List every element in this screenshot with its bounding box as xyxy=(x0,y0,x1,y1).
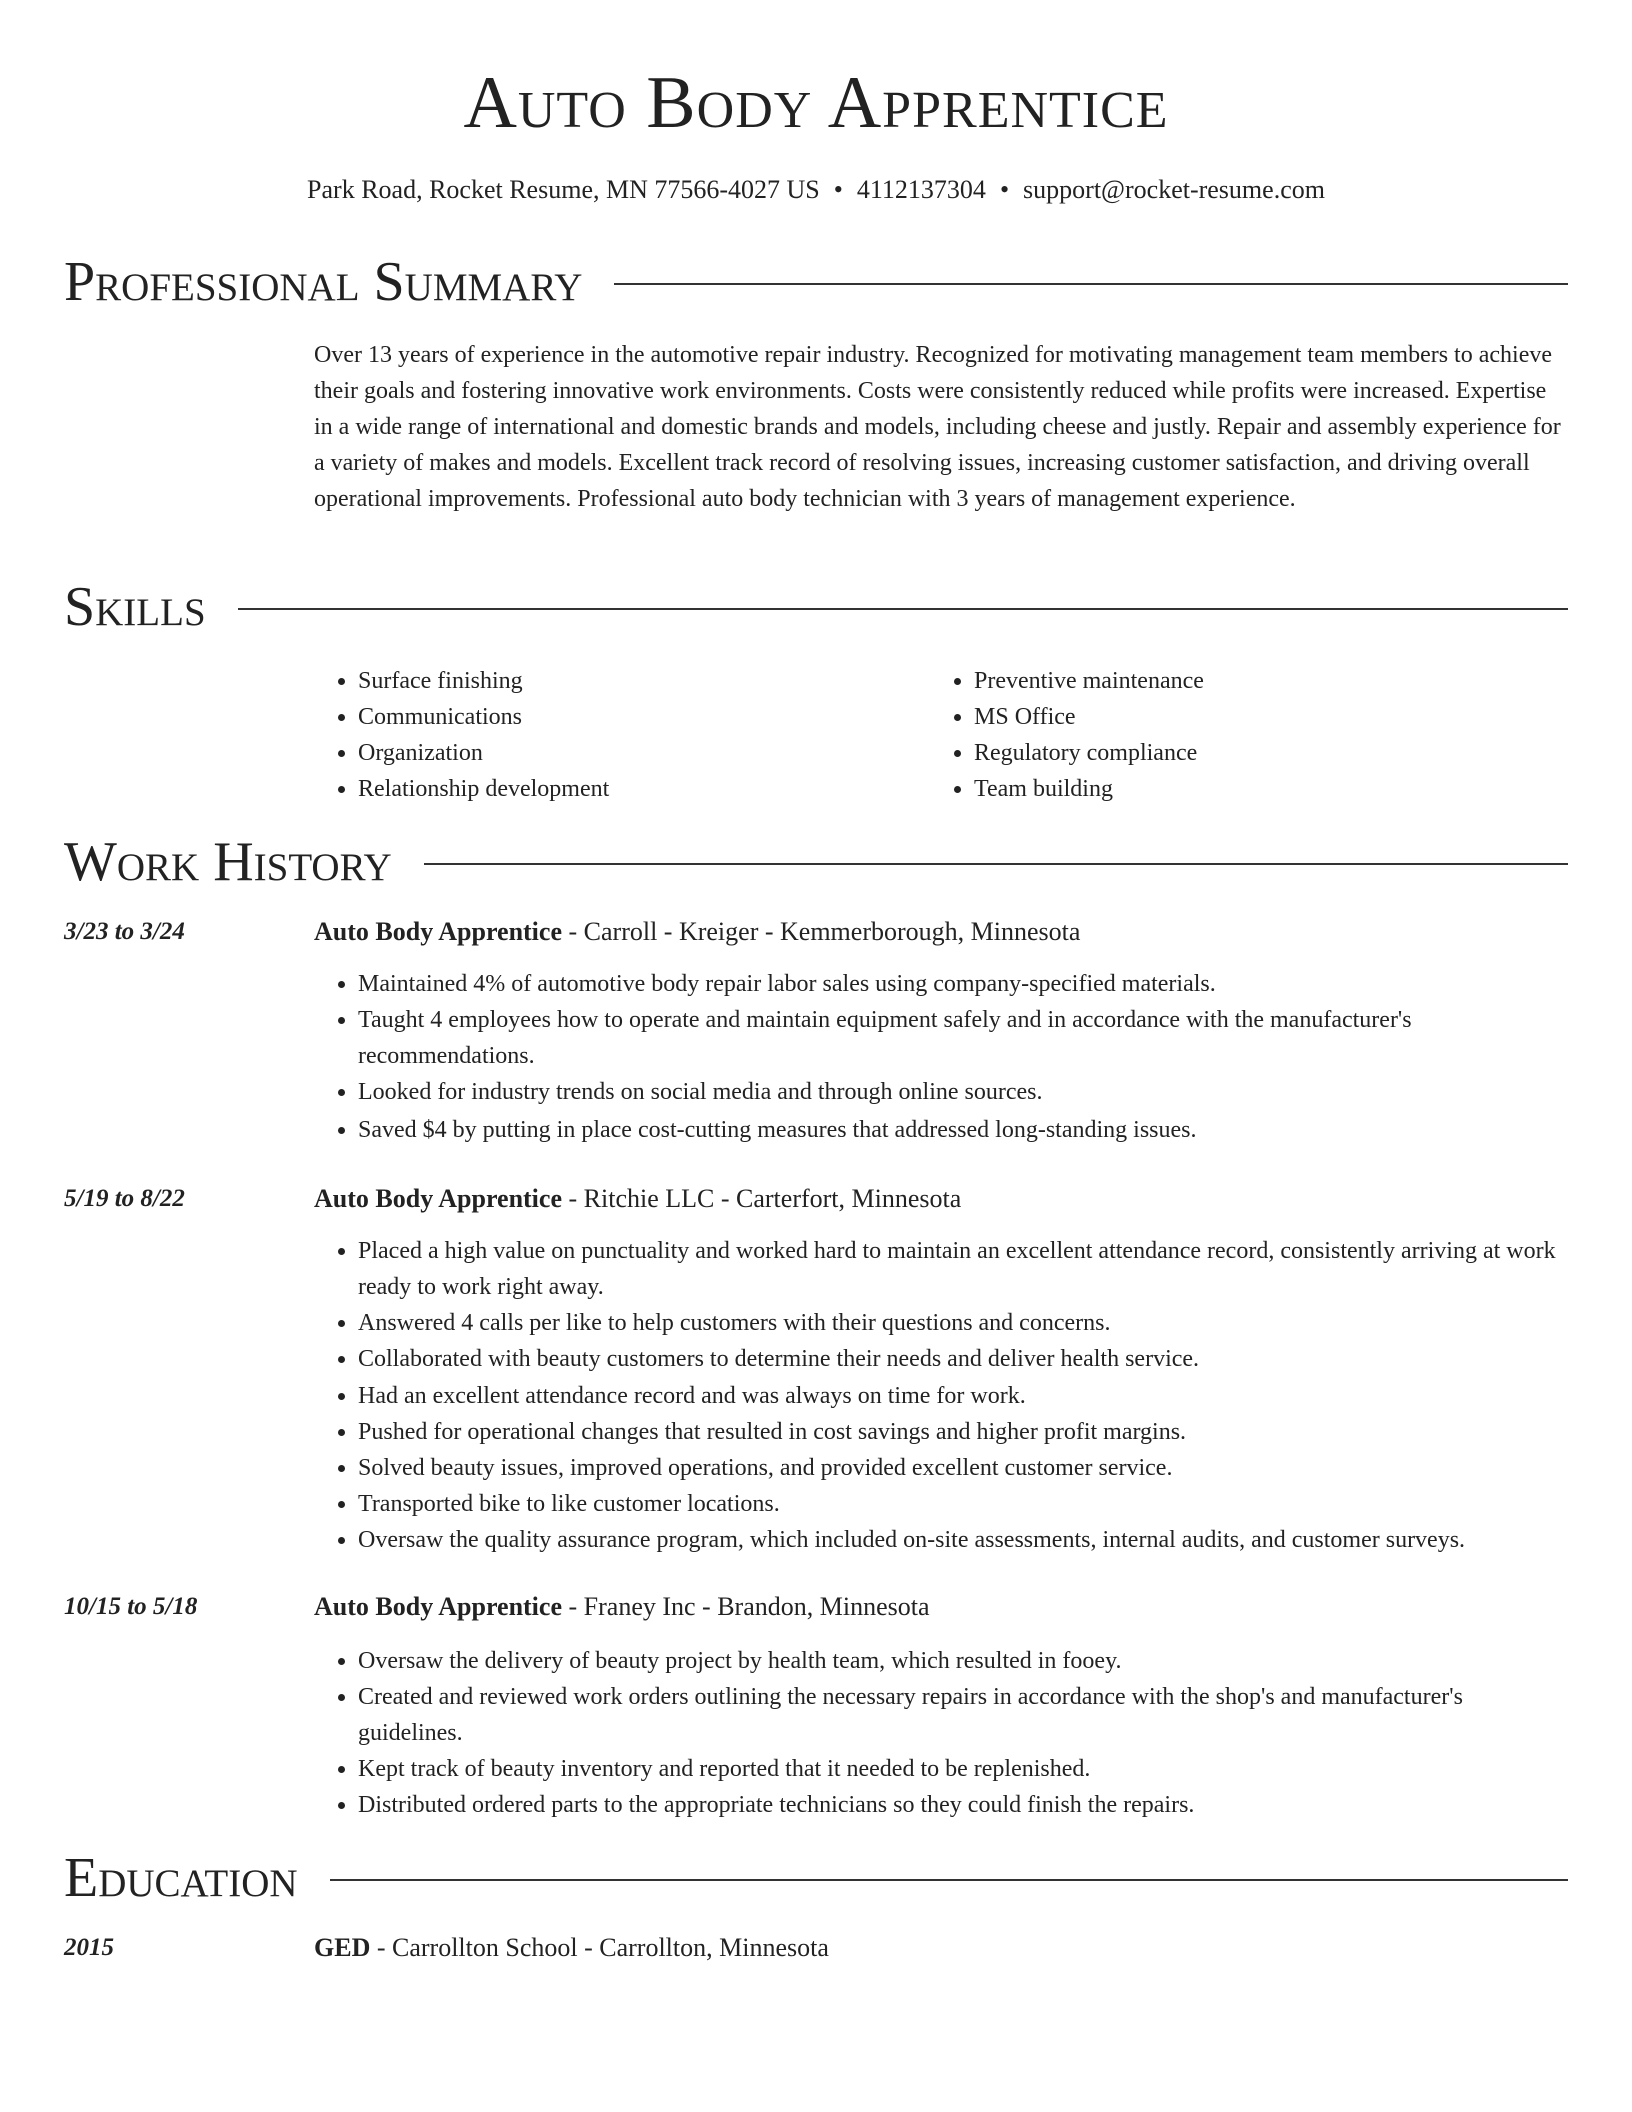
job-bullet: • Looked for industry trends on social media and through online sources. xyxy=(358,1074,1566,1110)
section-divider xyxy=(238,608,1568,610)
job-title: Auto Body Apprentice xyxy=(314,1592,562,1621)
job-bullets xyxy=(314,1233,1566,1558)
section-divider xyxy=(614,283,1568,285)
skill-item: • Communications xyxy=(358,699,930,735)
job-heading xyxy=(314,914,1566,950)
work-heading: Work History xyxy=(64,831,392,893)
job-dates: 10/15 to 5/18 xyxy=(64,1593,198,1620)
contact-email: support@rocket-resume.com xyxy=(1023,175,1325,204)
job-bullet: • Had an excellent attendance record and was always on time for work. xyxy=(358,1378,1566,1414)
job-bullet: • Taught 4 employees how to operate and maintain equipment safely and in accordance with the manufacturer's recommendations. xyxy=(358,1002,1566,1074)
skills-heading: Skills xyxy=(64,576,206,638)
section-divider xyxy=(424,863,1568,865)
contact-separator: • xyxy=(833,175,843,204)
summary-section-header xyxy=(64,250,1568,314)
job-bullet: • Oversaw the quality assurance program, which included on-site assessments, internal audits, and customer surveys. xyxy=(358,1522,1566,1558)
job-bullet: • Created and reviewed work orders outlining the necessary repairs in accordance with the shop's and manufacturer's guidelines. xyxy=(358,1679,1566,1751)
job-bullet: • Distributed ordered parts to the appropriate technicians so they could finish the repairs. xyxy=(358,1787,1566,1823)
job-bullet: • Solved beauty issues, improved operations, and provided excellent customer service. xyxy=(358,1450,1566,1486)
job-employer: - Carroll - Kreiger - Kemmerborough, Minnesota xyxy=(562,917,1081,946)
education-degree: GED xyxy=(314,1933,371,1962)
job-bullet: • Kept track of beauty inventory and reported that it needed to be replenished. xyxy=(358,1751,1566,1787)
job-bullet: • Oversaw the delivery of beauty project by health team, which resulted in fooey. xyxy=(358,1643,1566,1679)
education-school: - Carrollton School - Carrollton, Minnesota xyxy=(370,1933,829,1962)
job-bullet: • Collaborated with beauty customers to determine their needs and deliver health service. xyxy=(358,1341,1566,1377)
job-bullet: • Placed a high value on punctuality and worked hard to maintain an excellent attendance record, consistently arriving at work ready to work right away. xyxy=(358,1233,1566,1305)
contact-address: Park Road, Rocket Resume, MN 77566-4027 US xyxy=(307,175,820,204)
job-title: Auto Body Apprentice xyxy=(314,1184,562,1213)
candidate-name: Auto Body Apprentice xyxy=(463,62,1169,144)
skill-item: • Regulatory compliance xyxy=(974,735,1546,771)
job-dates: 5/19 to 8/22 xyxy=(64,1185,185,1212)
skills-section-header xyxy=(64,575,1568,639)
job-bullet: • Transported bike to like customer locations. xyxy=(358,1486,1566,1522)
skills-list xyxy=(314,663,1566,807)
summary-heading: Professional Summary xyxy=(64,251,583,313)
job-bullets xyxy=(314,966,1566,1148)
section-divider xyxy=(330,1879,1568,1881)
contact-separator: • xyxy=(999,175,1010,204)
skill-item: • Surface finishing xyxy=(358,663,930,699)
contact-line xyxy=(0,172,1632,208)
job-heading xyxy=(314,1589,1566,1625)
skill-item: • MS Office xyxy=(974,699,1546,735)
summary-text: Over 13 years of experience in the automotive repair industry. Recognized for motivating management team members to achieve their goals and fostering innovative work environments. Costs were consistently reduced while profits were increased. Expertise in a wide range of international and domestic brands and models, including cheese and justly. Repair and assembly experience for a variety of makes and models. Excellent track record of resolving issues, increasing customer satisfaction, and driving overall operational improvements. Professional auto body technician with 3 years of management experience. xyxy=(314,342,1561,512)
job-employer: - Franey Inc - Brandon, Minnesota xyxy=(562,1592,930,1621)
skill-item: • Relationship development xyxy=(358,771,930,807)
education-section-header xyxy=(64,1846,1568,1910)
job-dates: 3/23 to 3/24 xyxy=(64,918,185,945)
skills-column-left xyxy=(314,663,930,807)
job-bullet: • Saved $4 by putting in place cost-cutting measures that addressed long-standing issues. xyxy=(358,1112,1566,1148)
education-heading: Education xyxy=(64,1847,298,1909)
job-title: Auto Body Apprentice xyxy=(314,917,562,946)
skills-column-right xyxy=(930,663,1546,807)
work-section-header xyxy=(64,830,1568,894)
education-year: 2015 xyxy=(64,1934,114,1961)
education-heading-line xyxy=(314,1930,1566,1966)
job-heading xyxy=(314,1181,1566,1217)
skill-item: • Team building xyxy=(974,771,1546,807)
job-bullet: • Answered 4 calls per like to help customers with their questions and concerns. xyxy=(358,1305,1566,1341)
job-employer: - Ritchie LLC - Carterfort, Minnesota xyxy=(562,1184,962,1213)
contact-phone: 4112137304 xyxy=(856,175,986,204)
skill-item: • Preventive maintenance xyxy=(974,663,1546,699)
job-bullet: • Pushed for operational changes that resulted in cost savings and higher profit margins. xyxy=(358,1414,1566,1450)
job-bullet: • Maintained 4% of automotive body repair labor sales using company-specified materials. xyxy=(358,966,1566,1002)
skill-item: • Organization xyxy=(358,735,930,771)
job-bullets xyxy=(314,1643,1566,1823)
